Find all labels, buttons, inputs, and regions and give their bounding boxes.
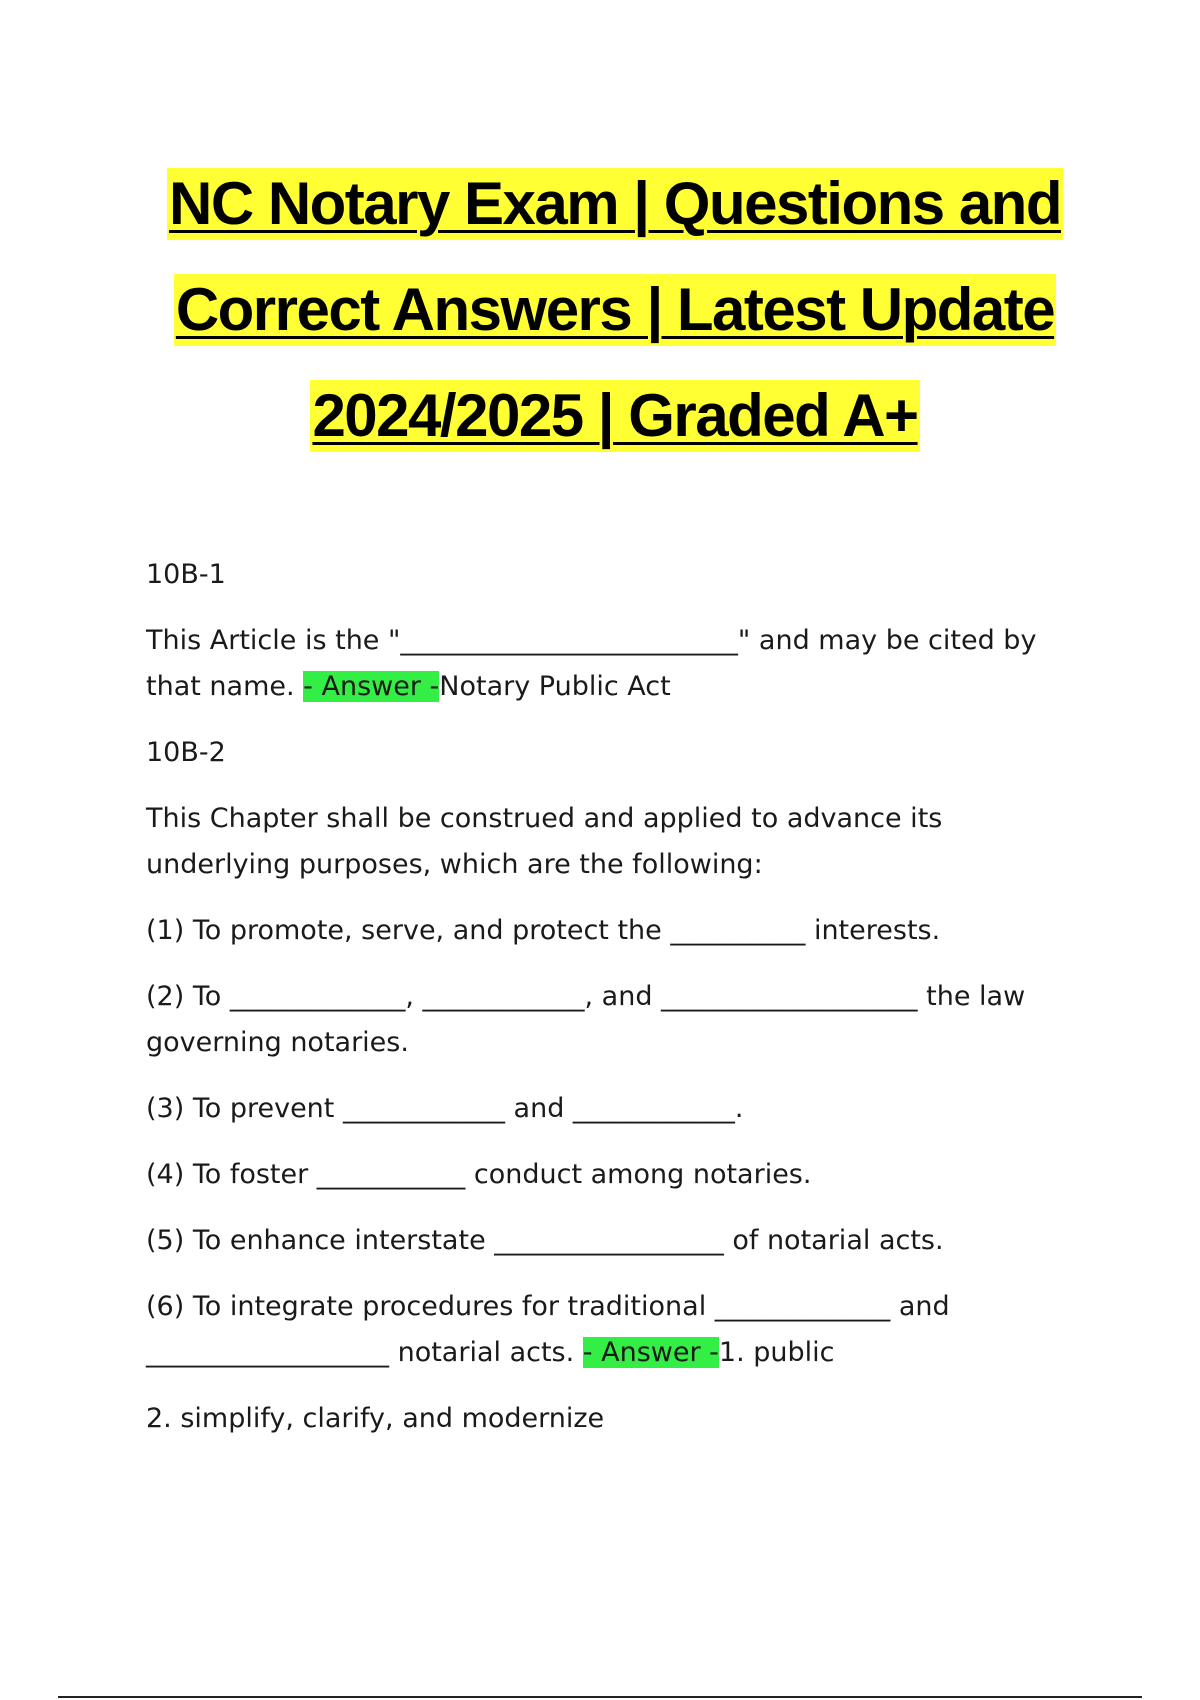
title-line-2: Correct Answers | Latest Update (174, 274, 1056, 346)
purpose-item-5: (5) To enhance interstate _________________ of notarial acts. (146, 1225, 944, 1256)
purpose-item-2: (2) To _____________, ____________, and ___________________ the law governing notaries. (146, 981, 1026, 1058)
answer-line-2: 2. simplify, clarify, and modernize (146, 1403, 605, 1434)
answer-text: 1. public (718, 1337, 835, 1368)
question-10b-2-intro: This Chapter shall be construed and applied to advance its underlying purposes, which are the following: (146, 803, 943, 880)
question-text: (6) To integrate procedures for traditional _____________ and __________________ notarial acts. (146, 1291, 950, 1368)
purpose-item-4: (4) To foster ___________ conduct among notaries. (146, 1159, 812, 1190)
document-body (146, 552, 1086, 1462)
bottom-divider (58, 1696, 1142, 1698)
purpose-item-6 (146, 1284, 1086, 1376)
fill-blank: _________________________ (400, 625, 738, 656)
question-text: This Article is the " (146, 625, 401, 656)
question-10b-1 (146, 618, 1086, 710)
question-id-10b-2: 10B-2 (146, 737, 226, 768)
title-line-3: 2024/2025 | Graded A+ (310, 380, 919, 452)
question-text: " and may be cited by that name. (146, 625, 1037, 702)
purpose-item-1: (1) To promote, serve, and protect the __________ interests. (146, 915, 941, 946)
answer-text: Notary Public Act (439, 671, 671, 702)
question-id-10b-1: 10B-1 (146, 559, 226, 590)
purpose-item-3: (3) To prevent ____________ and ____________. (146, 1093, 744, 1124)
answer-marker: - Answer - (303, 671, 440, 702)
title-line-1: NC Notary Exam | Questions and (167, 168, 1063, 240)
answer-marker: - Answer - (582, 1337, 719, 1368)
document-title (140, 168, 1090, 486)
